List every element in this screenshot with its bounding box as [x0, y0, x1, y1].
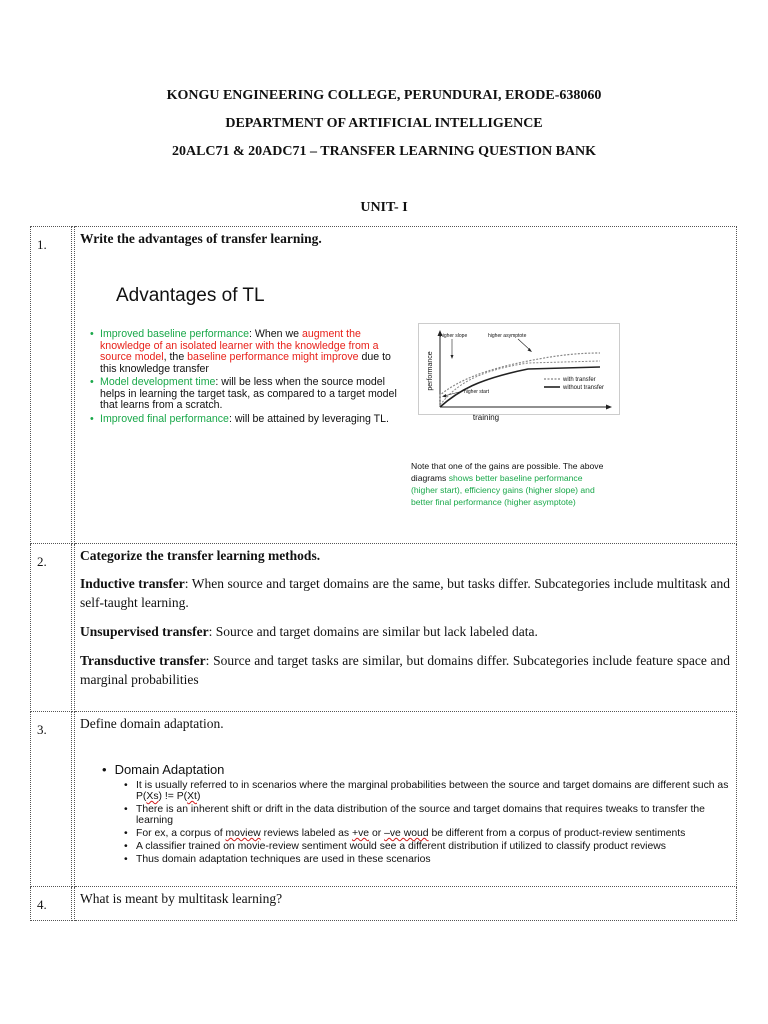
- question-text: Define domain adaptation.: [80, 716, 224, 731]
- list-item: • Model development time: will be less when the source model helps in learning the target task, as compared to a target model that learns from a scratch.: [90, 377, 410, 412]
- question-number: 4.: [31, 887, 72, 921]
- slide-title: • Domain Adaptation: [102, 762, 224, 777]
- y-axis-label: performance: [427, 351, 434, 391]
- college-name: KONGU ENGINEERING COLLEGE, PERUNDURAI, ERODE-638060: [166, 88, 602, 103]
- list-item: • A classifier trained on movie-review sentiment would see a different distribution if utilized to classify product reviews: [124, 841, 744, 852]
- question-table: [30, 226, 737, 921]
- transfer-learning-curve-chart: [418, 323, 620, 423]
- question-row: [31, 544, 737, 712]
- higher-asymptote-label: higher asymptote: [488, 333, 527, 339]
- question-number: 2.: [31, 544, 72, 712]
- question-text: What is meant by multitask learning?: [80, 891, 283, 906]
- domain-adaptation-list: [124, 780, 744, 867]
- method-inductive: Inductive transfer: When source and target domains are the same, but tasks differ. Subcategories include multitask and self-taught learning.: [80, 576, 730, 610]
- course-title: 20ALC71 & 20ADC71 – TRANSFER LEARNING QUESTION BANK: [171, 144, 597, 159]
- question-text: Categorize the transfer learning methods.: [80, 548, 321, 563]
- list-item: • It is usually referred to in scenarios where the marginal probabilities between the source and target domains are different such as P(Xs) != P(Xt): [124, 780, 744, 802]
- list-item: • There is an inherent shift or drift in the data distribution of the source and target domains that requires tweaks to transfer the learning: [124, 804, 744, 826]
- question-text: Write the advantages of transfer learning.: [80, 231, 322, 246]
- x-axis-label: training: [472, 413, 500, 422]
- question-row: [31, 227, 737, 544]
- list-item: • Improved baseline performance: When we augment the knowledge of an isolated learner with the knowledge from a source model, the baseline performance might improve due to this knowledge transfer: [90, 329, 410, 375]
- domain-adaptation-slide: [80, 732, 730, 886]
- list-item: • Thus domain adaptation techniques are used in these scenarios: [124, 854, 744, 865]
- department-name: DEPARTMENT OF ARTIFICIAL INTELLIGENCE: [225, 116, 543, 131]
- list-item: • For ex, a corpus of moview reviews labeled as +ve or –ve woud be different from a corpus of product-review sentiments: [124, 828, 744, 839]
- higher-slope-label: higher slope: [440, 333, 468, 339]
- question-row: [31, 712, 737, 887]
- legend-with-transfer: with transfer: [563, 377, 596, 383]
- list-item: • Improved final performance: will be attained by leveraging TL.: [90, 414, 410, 426]
- chart-note: Note that one of the gains are possible. The above diagrams shows better baseline performance (higher start), efficiency gains (higher slope) and better final performance (higher asymptote): [411, 461, 604, 507]
- question-row: [31, 887, 737, 921]
- question-number: 1.: [31, 227, 72, 544]
- slide-title: Advantages of TL: [116, 285, 265, 306]
- unit-title: UNIT- I: [360, 200, 408, 215]
- method-transductive: Transductive transfer: Source and target tasks are similar, but domains differ. Subcategories include feature space and marginal probabilities: [80, 653, 730, 687]
- question-number: 3.: [31, 712, 72, 887]
- method-unsupervised: Unsupervised transfer: Source and target domains are similar but lack labeled data.: [80, 624, 538, 639]
- legend-without-transfer: without transfer: [563, 385, 605, 391]
- advantages-list: [90, 329, 410, 427]
- advantages-slide: [80, 247, 730, 543]
- higher-start-label: higher start: [464, 389, 490, 395]
